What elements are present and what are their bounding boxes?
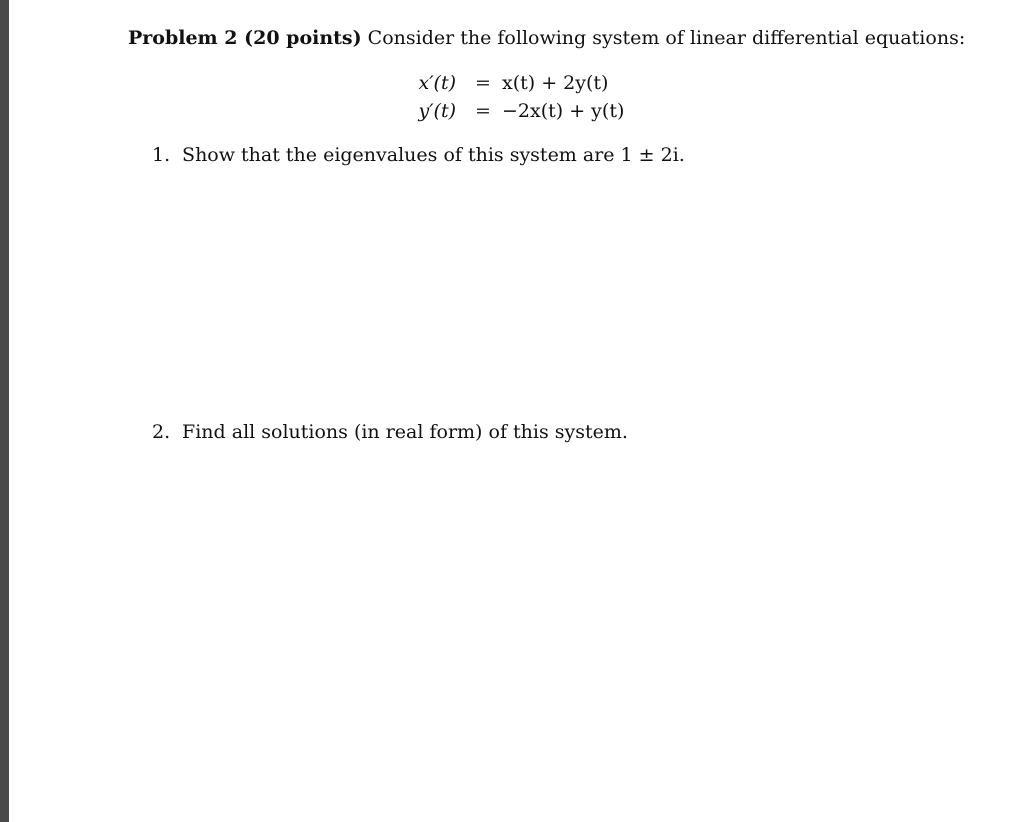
- equation-rhs: x(t) + 2y(t): [502, 72, 609, 94]
- problem-heading: [128, 25, 965, 51]
- viewer-left-edge: [0, 0, 9, 822]
- equals-sign: =: [475, 100, 491, 122]
- equals-sign: =: [475, 72, 491, 94]
- question-item-1: [152, 142, 685, 168]
- problem-intro: Consider the following system of linear differential equations:: [367, 27, 966, 49]
- item-number: 1.: [152, 144, 171, 166]
- equation-row: [9, 96, 1022, 126]
- document-page: [9, 0, 1022, 822]
- problem-label: Problem 2 (20 points): [128, 27, 362, 49]
- item-text: Find all solutions (in real form) of this system.: [182, 421, 628, 443]
- equation-rhs: −2x(t) + y(t): [502, 100, 625, 122]
- item-number: 2.: [152, 421, 171, 443]
- equation-lhs: y′(t): [418, 100, 456, 122]
- equation-row: [9, 68, 1022, 98]
- question-item-2: [152, 419, 628, 445]
- equation-lhs: x′(t): [418, 72, 456, 94]
- item-text: Show that the eigenvalues of this system are 1 ± 2i.: [182, 144, 685, 166]
